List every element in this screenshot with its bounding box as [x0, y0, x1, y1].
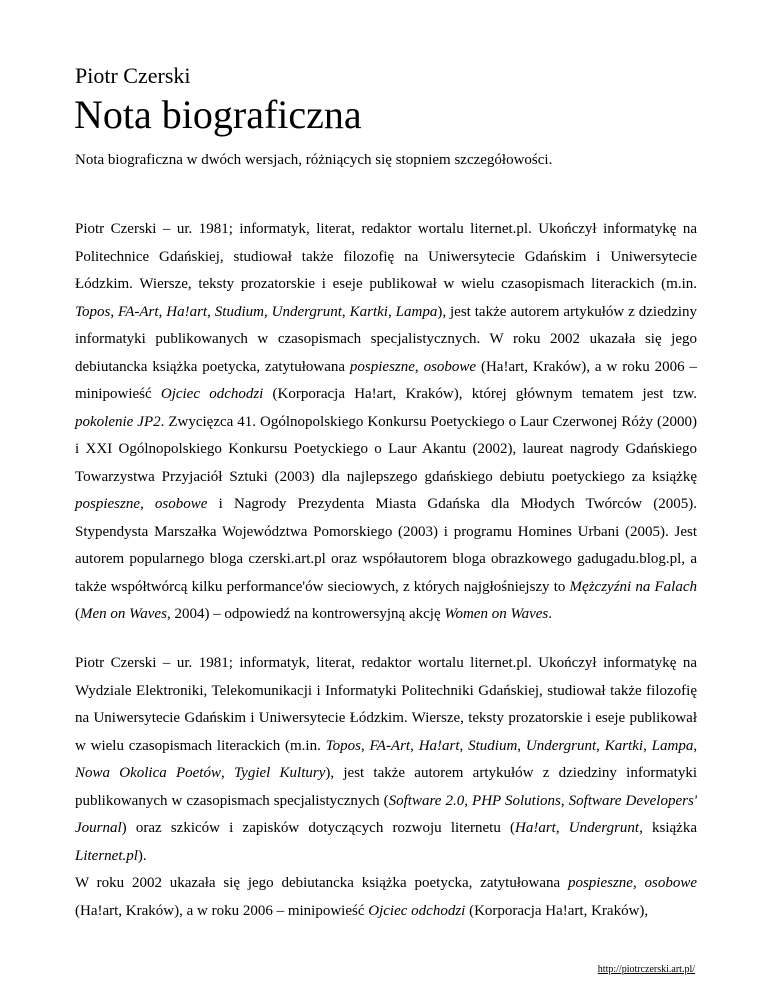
italic-title: Kartki	[604, 737, 644, 754]
text-run: . Zwycięzca 41. Ogólnopolskiego Konkursu Poetyckiego o Laur Czerwonej Róży (2000) i XXI Ogólnopolskiego Konkursu Poetyckiego o Laur Akantu (2002), laureat nagrody Gdańskiego Towarzystwa Przyjaciół Sztuki (2003) dla najlepszego gdańskiego debiutu poetyckiego za książkę	[75, 413, 697, 485]
italic-title: Studium	[468, 737, 518, 754]
text-run: ,	[643, 737, 652, 754]
italic-title: pospieszne, osobowe	[349, 358, 477, 375]
text-run: ), jest także autorem artykułów z dziedziny informatyki publikowanych w czasopismach specjalistycznych (	[75, 765, 697, 809]
text-run: ,	[596, 737, 605, 754]
italic-title: Ha!art	[515, 820, 556, 836]
italic-title: Mężczyźni na Falach	[569, 578, 697, 595]
text-run: ,	[464, 792, 473, 809]
text-run: ,	[360, 737, 370, 754]
text-run: W roku 2002 ukazała się jego debiutancka książka poetycka, zatytułowana	[75, 875, 568, 891]
text-run: (Ha!art, Kraków), a w roku 2006 – minipowieść	[75, 902, 369, 919]
text-run: ,	[410, 737, 419, 754]
text-run: .	[548, 606, 552, 622]
page-footer	[598, 964, 695, 976]
page-title: Nota biograficzna	[74, 92, 362, 137]
italic-title: FA-Art	[369, 737, 411, 754]
italic-title: Topos	[75, 303, 111, 320]
italic-title: Nowa Okolica Poetów	[75, 765, 221, 781]
text-run: ,	[693, 737, 698, 754]
italic-title: pokolenie JP2	[75, 413, 161, 430]
italic-title: Ojciec odchodzi	[160, 386, 264, 402]
italic-title: Liternet.pl	[75, 847, 138, 864]
text-run: ), jest także autorem artykułów z dziedziny informatyki publikowanych w czasopismach specjalistycznych. W roku 2002 ukazała się jego debiutancka książka poetycka, zatytułowana	[75, 303, 698, 375]
text-run: ).	[137, 847, 147, 864]
italic-title: Ojciec odchodzi	[368, 902, 466, 919]
italic-title: Men on Waves	[80, 606, 167, 622]
subtitle: Nota biograficzna w dwóch wersjach, różniących się stopniem szczegółowości.	[75, 152, 553, 168]
italic-title: Topos	[325, 737, 361, 754]
text-run: Piotr Czerski – ur. 1981; informatyk, literat, redaktor wortalu liternet.pl. Ukończył informatykę na Wydziale Elektroniki, Telekomunikacji i Informatyki Politechniki Gdańskiej, studiował także filozofię na Uniwersytecie Gdańskim i Uniwersytecie Łódzkim. Wiersze, teksty prozatorskie i eseje publikował w wielu czasopismach literackich (m.in.	[75, 655, 697, 754]
author-name: Piotr Czerski	[75, 63, 191, 88]
text-run: ,	[110, 303, 118, 320]
italic-title: Kartki	[349, 303, 388, 320]
text-run: ,	[158, 303, 167, 320]
italic-title: Tygiel Kultury	[233, 765, 326, 781]
italic-title: Studium	[214, 303, 264, 320]
italic-title: Women on Waves	[444, 606, 549, 622]
text-run: (Ha!art, Kraków), a w roku 2006 – minipowieść	[75, 358, 697, 402]
italic-title: Ha!art	[166, 303, 208, 320]
text-run: ,	[459, 737, 469, 754]
text-run: , książka	[639, 820, 697, 836]
italic-title: PHP Solutions	[472, 792, 561, 809]
text-run: ) oraz szkiców i zapisków dotyczących rozwoju liternetu (	[121, 820, 516, 836]
text-run: (Korporacja Ha!art, Kraków),	[465, 902, 649, 919]
italic-title: Undergrunt	[568, 820, 640, 836]
text-run: i Nagrody Prezydenta Miasta Gdańska dla Młodych Twórców (2005). Stypendysta Marszałka Województwa Pomorskiego (2003) i programu Homines Urbani (2005). Jest autorem popularnego bloga czerski.art.pl oraz współautorem bloga obrazkowego gadugadu.blog.pl, a także współtwórcą kilku performance'ów sieciowych, z których najgłośniejszy to	[75, 496, 697, 595]
italic-title: FA-Art	[118, 303, 159, 320]
italic-title: Undergrunt	[271, 303, 342, 320]
italic-title: Lampa	[395, 303, 438, 320]
italic-title: Ha!art	[418, 737, 460, 754]
italic-title: Software 2.0	[388, 792, 465, 809]
text-run: ,	[555, 820, 569, 836]
text-run: ,	[387, 303, 396, 320]
text-run: (	[75, 606, 80, 622]
italic-title: Undergrunt	[525, 737, 597, 754]
italic-title: Lampa	[651, 737, 694, 754]
text-run: ,	[207, 303, 215, 320]
text-run: , 2004) – odpowiedź na kontrowersyjną akcję	[166, 606, 445, 622]
italic-title: pospieszne, osobowe	[75, 496, 208, 512]
footer-url-link[interactable]: http://piotrczerski.art.pl/	[597, 964, 695, 975]
italic-title: pospieszne, osobowe	[567, 875, 697, 891]
italic-title: Software Developers' Journal	[75, 792, 698, 836]
text-run: ,	[341, 303, 350, 320]
bio-long-paragraph	[75, 650, 697, 925]
text-run: ,	[220, 765, 234, 781]
text-run: Piotr Czerski – ur. 1981; informatyk, literat, redaktor wortalu liternet.pl. Ukończył informatykę na Politechnice Gdańskiej, studiował także filozofię na Uniwersytecie Gdańskim i Uniwersytecie Łódzkim. Wiersze, teksty prozatorskie i eseje publikował w wielu czasopismach literackich (m.in.	[75, 221, 697, 292]
text-run: ,	[517, 737, 526, 754]
text-run: (Korporacja Ha!art, Kraków), której głównym tematem jest tzw.	[263, 386, 698, 402]
text-run: ,	[263, 303, 272, 320]
bio-short-paragraph	[75, 216, 697, 629]
text-run: ,	[560, 792, 569, 809]
